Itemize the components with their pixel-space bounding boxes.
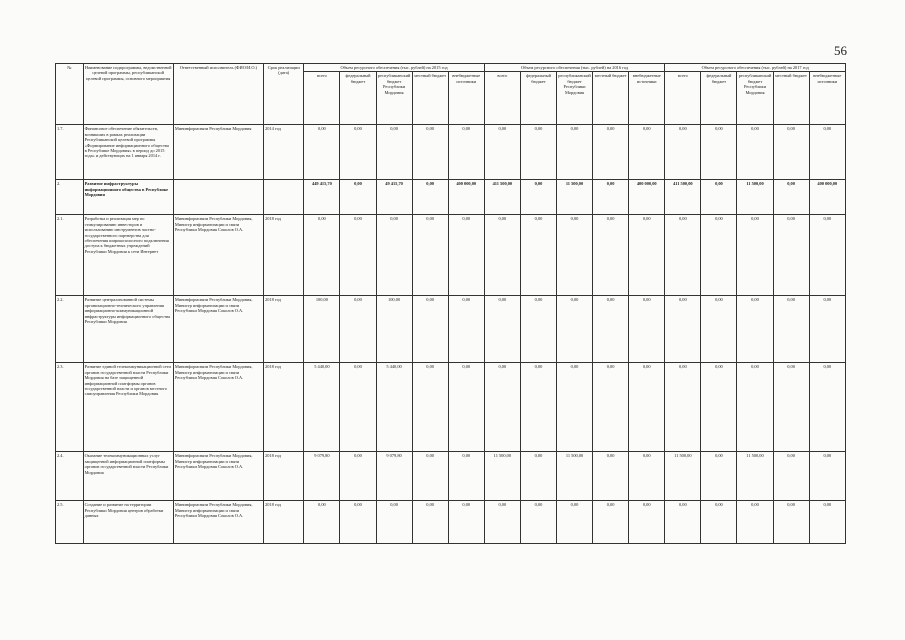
header-name: Наименование подпрограммы, ведомственной целевой программы, республиканской целевой программы, основного мероприятия [83,64,173,125]
subheader-cell: местный бюджет [412,72,448,125]
cell-executor: Мининформсвязи Республики Мордовия, Министр информатизации и связи Республики Мордовия Соколов О.А. [173,363,263,452]
cell-executor: Мининформсвязи Республики Мордовия, Министр информатизации и связи Республики Мордовия Соколов О.А. [173,452,263,501]
cell-value: 0,00 [593,125,629,180]
subheader-cell: местный бюджет [593,72,629,125]
cell-value: 0,00 [520,452,556,501]
cell-value: 0,00 [665,501,701,544]
cell-value: 0,00 [701,296,737,363]
cell-value: 0,00 [448,296,484,363]
cell-value: 0,00 [665,125,701,180]
cell-value: 9 079,80 [304,452,340,501]
table-body [56,125,846,544]
cell-value: 0,00 [520,501,556,544]
cell-value: 0,00 [448,501,484,544]
cell-value: 0,00 [773,125,809,180]
cell-no: 2.3. [56,363,84,452]
subheader-cell: республиканский бюджет Республики Мордовия [376,72,412,125]
cell-value: 11 500,00 [556,452,592,501]
cell-no: 2.5. [56,501,84,544]
cell-value: 0,00 [737,363,773,452]
cell-value: 49 415,70 [376,180,412,215]
subheader-cell: федеральный бюджет [701,72,737,125]
cell-value: 0,00 [304,501,340,544]
cell-value: 0,00 [809,501,845,544]
cell-value: 0,00 [520,296,556,363]
cell-value: 0,00 [593,215,629,296]
cell-term: 2018 год [264,452,304,501]
header-executor: Ответственный исполнитель (ФИО/И.О.) [173,64,263,125]
cell-value: 0,00 [340,215,376,296]
subheader-cell: местный бюджет [773,72,809,125]
cell-value: 0,00 [737,501,773,544]
cell-value: 0,00 [412,363,448,452]
subheader-cell: внебюджетные источники [629,72,665,125]
subheader-cell: республиканский бюджет Республики Мордовия [556,72,592,125]
cell-value: 0,00 [629,215,665,296]
cell-no: 2.2. [56,296,84,363]
cell-value: 0,00 [809,215,845,296]
header-group-2017: Объем ресурсного обеспечения (тыс. рублей) на 2017 год [665,64,846,72]
cell-value: 0,00 [340,363,376,452]
table-row [56,363,846,452]
cell-no: 2.1. [56,215,84,296]
cell-value: 0,00 [412,125,448,180]
cell-value: 0,00 [520,215,556,296]
subheader-cell: всего [484,72,520,125]
cell-value: 0,00 [448,363,484,452]
cell-value: 0,00 [376,215,412,296]
cell-value: 0,00 [773,296,809,363]
cell-value: 0,00 [629,296,665,363]
cell-value: 0,00 [701,363,737,452]
cell-value: 0,00 [737,215,773,296]
cell-value: 0,00 [340,180,376,215]
cell-value: 411 500,00 [484,180,520,215]
cell-value: 0,00 [376,501,412,544]
cell-value: 0,00 [304,215,340,296]
cell-value: 0,00 [304,125,340,180]
cell-value: 0,00 [701,215,737,296]
cell-value: 0,00 [593,452,629,501]
cell-value: 0,00 [412,180,448,215]
cell-term [264,180,304,215]
cell-value: 0,00 [593,296,629,363]
cell-value: 11 500,00 [484,452,520,501]
subheader-cell: федеральный бюджет [340,72,376,125]
cell-value: 0,00 [665,215,701,296]
cell-value: 0,00 [809,296,845,363]
cell-value: 400 000,00 [809,180,845,215]
cell-name: Разработка и реализация мер по стимулированию инвесторов и использованию инструментов частно-государственного партнерства для обеспечения широкополосного подключения доступа к бюджетных учреждений Республики Мордовия к сети Интернет [83,215,173,296]
cell-value: 0,00 [629,501,665,544]
cell-value: 0,00 [629,125,665,180]
cell-value: 0,00 [448,125,484,180]
cell-value: 11 500,00 [737,452,773,501]
cell-value: 0,00 [737,125,773,180]
cell-value: 0,00 [773,501,809,544]
table-row [56,180,846,215]
cell-value: 0,00 [556,501,592,544]
cell-value: 11 500,00 [737,180,773,215]
cell-value: 0,00 [809,452,845,501]
cell-value: 411 500,00 [665,180,701,215]
cell-term: 2018 год [264,296,304,363]
cell-value: 0,00 [809,125,845,180]
cell-value: 0,00 [484,501,520,544]
cell-value: 0,00 [448,452,484,501]
cell-value: 449 415,70 [304,180,340,215]
cell-executor: Мининформсвязи Республики Мордовия, Министр информатизации и связи Республики Мордовия Соколов О.А. [173,296,263,363]
cell-term: 2018 год [264,363,304,452]
cell-value: 0,00 [665,363,701,452]
cell-value: 0,00 [484,215,520,296]
cell-value: 0,00 [629,363,665,452]
header-term: Срок реализации (дата) [264,64,304,125]
cell-value: 11 500,00 [665,452,701,501]
cell-value: 0,00 [340,452,376,501]
cell-no: 2. [56,180,84,215]
cell-value: 0,00 [412,452,448,501]
page-number: 56 [834,43,847,58]
cell-value: 0,00 [484,125,520,180]
table-row [56,296,846,363]
cell-value: 0,00 [556,296,592,363]
cell-executor: Мининформсвязи Республики Мордовия [173,125,263,180]
header-no: № [56,64,84,125]
cell-value: 0,00 [701,125,737,180]
subheader-cell: республиканский бюджет Республики Мордовия [737,72,773,125]
subheader-cell: федеральный бюджет [520,72,556,125]
cell-value: 400 000,00 [629,180,665,215]
cell-value: 0,00 [376,125,412,180]
budget-table [55,63,846,544]
cell-term: 2018 год [264,501,304,544]
cell-value: 0,00 [340,125,376,180]
cell-value: 0,00 [448,215,484,296]
cell-name: Развитие инфраструктуры информационного общества в Республике Мордовия [83,180,173,215]
table-row [56,452,846,501]
cell-term: 2014 год [264,125,304,180]
table-row [56,215,846,296]
cell-no: 1.7. [56,125,84,180]
cell-value: 0,00 [737,296,773,363]
cell-no: 2.4. [56,452,84,501]
cell-value: 100,00 [304,296,340,363]
cell-value: 5 440,00 [376,363,412,452]
cell-executor: Мининформсвязи Республики Мордовия, Министр информатизации и связи Республики Мордовия Соколов О.А. [173,501,263,544]
header-group-2016: Объем ресурсного обеспечения (тыс. рублей) на 2016 год [484,64,664,72]
cell-executor [173,180,263,215]
cell-name: Оказание телекоммуникационных услуг защищенной информационной платформы органов государственной власти Республики Мордовия [83,452,173,501]
cell-value: 0,00 [701,180,737,215]
cell-value: 400 000,00 [448,180,484,215]
cell-value: 0,00 [556,215,592,296]
cell-value: 0,00 [412,296,448,363]
cell-value: 0,00 [773,180,809,215]
cell-value: 0,00 [701,452,737,501]
cell-value: 0,00 [629,452,665,501]
cell-value: 0,00 [701,501,737,544]
cell-value: 0,00 [484,296,520,363]
cell-value: 0,00 [412,501,448,544]
cell-name: Развитие единой телекоммуникационной сети органов государственной власти Республики Мордовия на базе защищенной информационной платформы органов государственной власти и органов местного самоуправления Республики Мордовия [83,363,173,452]
cell-value: 0,00 [484,363,520,452]
cell-value: 0,00 [593,363,629,452]
header-group-2015: Объем ресурсного обеспечения (тыс. рублей) на 2015 год [304,64,484,72]
cell-value: 11 500,00 [556,180,592,215]
cell-value: 100,00 [376,296,412,363]
subheader-cell: внебюджетные источники [809,72,845,125]
subheader-cell: внебюджетные источники [448,72,484,125]
cell-name: Финансовое обеспечение обязательств, возникших в рамках реализации Республиканской целевой программы «Формирование информационного общества в Республике Мордовия» в период до 2015 года» и действующих на 1 января 2014 г. [83,125,173,180]
cell-value: 0,00 [809,363,845,452]
cell-value: 0,00 [773,452,809,501]
cell-value: 0,00 [556,125,592,180]
table-row [56,501,846,544]
cell-term: 2018 год [264,215,304,296]
subheader-cell: всего [304,72,340,125]
table-row [56,125,846,180]
cell-value: 0,00 [665,296,701,363]
cell-value: 0,00 [773,215,809,296]
cell-value: 0,00 [773,363,809,452]
cell-value: 0,00 [520,363,556,452]
cell-name: Создание и развитие на территории Республики Мордовия центров обработки данных [83,501,173,544]
subheader-cell: всего [665,72,701,125]
cell-value: 0,00 [593,501,629,544]
cell-name: Развитие централизованной системы организационно-технического управления информационно-коммуникационной инфраструктуры информационного общества Республики Мордовия [83,296,173,363]
cell-executor: Мининформсвязи Республики Мордовия, Министр информатизации и связи Республики Мордовия Соколов О.А. [173,215,263,296]
cell-value: 5 440,00 [304,363,340,452]
cell-value: 0,00 [340,501,376,544]
cell-value: 0,00 [520,180,556,215]
cell-value: 0,00 [556,363,592,452]
cell-value: 0,00 [340,296,376,363]
cell-value: 0,00 [593,180,629,215]
cell-value: 0,00 [520,125,556,180]
cell-value: 0,00 [412,215,448,296]
cell-value: 9 079,80 [376,452,412,501]
